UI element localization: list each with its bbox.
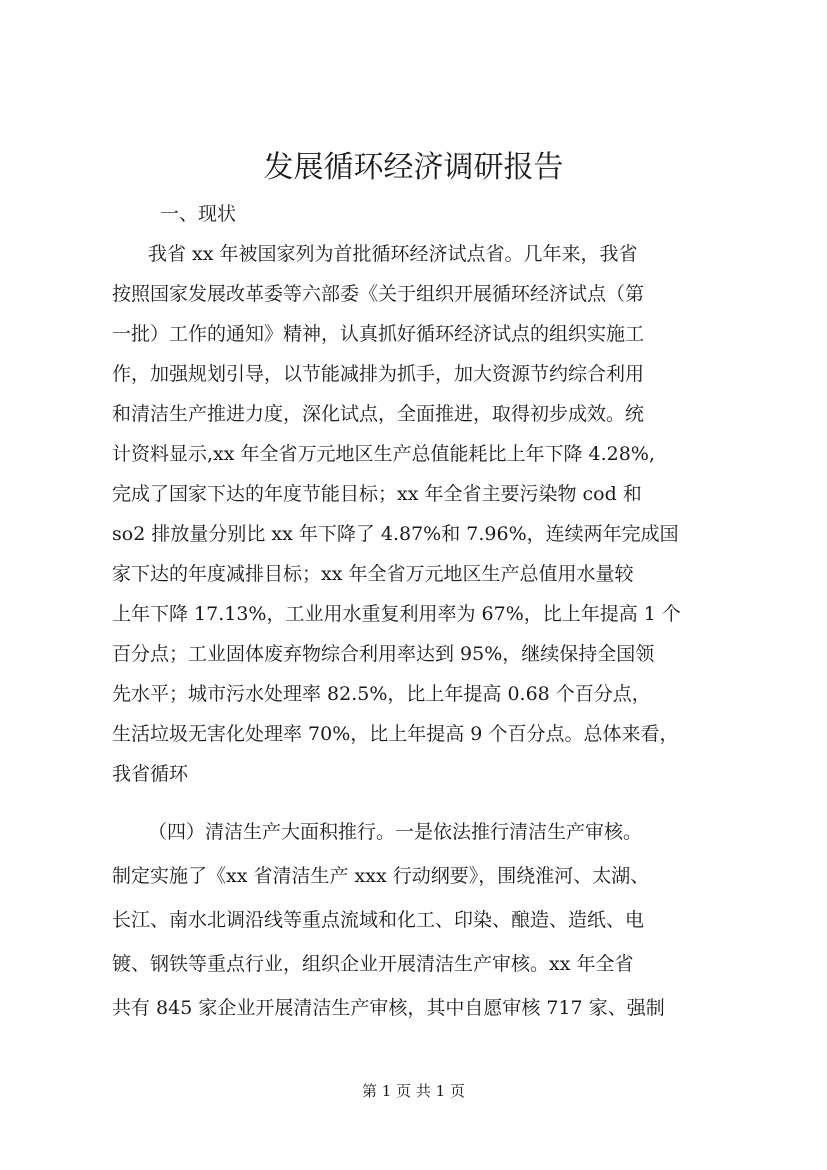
paragraph-line: 家下达的年度减排目标；xx 年全省万元地区生产总值用水量较 <box>112 563 634 585</box>
paragraph-line: 我省循环 <box>112 763 189 785</box>
paragraph-line: 我省 xx 年被国家列为首批循环经济试点省。几年来，我省 <box>148 243 638 265</box>
paragraph-line: 共有 845 家企业开展清洁生产审核，其中自愿审核 717 家、强制 <box>112 997 665 1019</box>
page-footer: 第 1 页 共 1 页 <box>362 1082 465 1100</box>
paragraph-line: so2 排放量分别比 xx 年下降了 4.87%和 7.96%，连续两年完成国 <box>112 523 679 545</box>
paragraph-line: 按照国家发展改革委等六部委《关于组织开展循环经济试点（第 <box>112 283 645 305</box>
paragraph-line: 一批）工作的通知》精神，认真抓好循环经济试点的组织实施工 <box>112 323 645 345</box>
paragraph-line: 作，加强规划引导，以节能减排为抓手，加大资源节约综合利用 <box>112 363 645 385</box>
paragraph-line: 百分点；工业固体废弃物综合利用率达到 95%，继续保持全国领 <box>112 643 655 665</box>
paragraph-line: 完成了国家下达的年度节能目标；xx 年全省主要污染物 cod 和 <box>112 483 642 505</box>
paragraph-line: 上年下降 17.13%，工业用水重复利用率为 67%，比上年提高 1 个 <box>112 603 681 625</box>
paragraph-line: 制定实施了《xx 省清洁生产 xxx 行动纲要》，围绕淮河、太湖、 <box>112 865 650 887</box>
paragraph-line: （四）清洁生产大面积推行。一是依法推行清洁生产审核。 <box>148 821 643 843</box>
page-title: 发展循环经济调研报告 <box>263 150 564 185</box>
paragraph-line: 长江、南水北调沿线等重点流域和化工、印染、酿造、造纸、电 <box>112 909 645 931</box>
section-heading: 一、现状 <box>160 203 237 225</box>
paragraph-line: 先水平；城市污水处理率 82.5%，比上年提高 0.68 个百分点， <box>112 683 651 705</box>
paragraph-line: 镀、钢铁等重点行业，组织企业开展清洁生产审核。xx 年全省 <box>112 953 634 975</box>
paragraph-line: 和清洁生产推进力度，深化试点，全面推进，取得初步成效。统 <box>112 403 645 425</box>
paragraph-line: 计资料显示,xx 年全省万元地区生产总值能耗比上年下降 4.28%, <box>112 443 655 465</box>
paragraph-line: 生活垃圾无害化处理率 70%，比上年提高 9 个百分点。总体来看， <box>112 723 679 745</box>
